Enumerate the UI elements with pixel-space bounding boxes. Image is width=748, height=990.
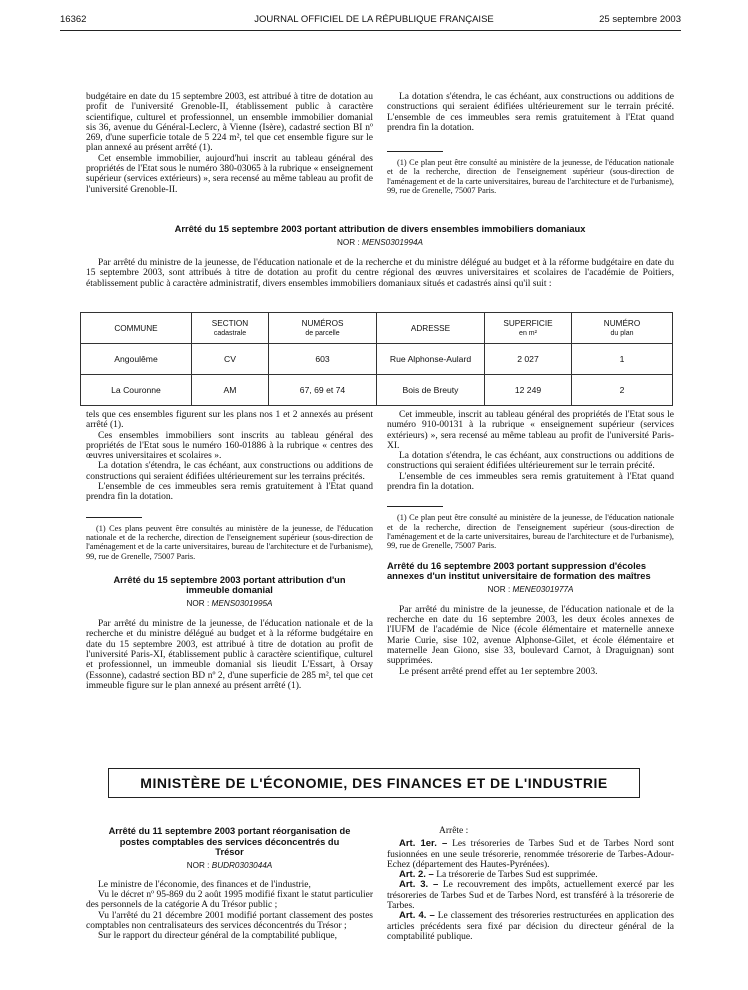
nor-reference: NOR : MENS0301994A — [336, 238, 424, 247]
table-cell: AM — [192, 375, 269, 406]
column-header: SUPERFICIE en m² — [485, 313, 572, 344]
table-row — [81, 375, 673, 406]
column-header: COMMUNE — [81, 313, 192, 344]
table-cell: Bois de Breuty — [377, 375, 485, 406]
footnote: (1) Ces plans peuvent être consultés au ministère de la jeunesse, de l'éducation nationale et de la recherche, direction de l'enseignement supérieur (sous-direction de l'aménagement et de la carte universitaires, bureau de l'architecture et de l'urbanisme), 99, rue de Grenelle, 75007 Paris. — [86, 523, 373, 561]
table-cell: 67, 69 et 74 — [269, 375, 377, 406]
arrete-intro: Par arrêté du ministre de la jeunesse, de l'éducation nationale et de la recherche et du ministre délégué au budget et à la réforme budgétaire en date du 15 septembre 2003, sont attribués à titre de dotation au profit du centre régional des œuvres universitaires et scolaires de l'académie de Poitiers, établissement public à caractère administratif, divers ensembles immobiliers domaniaux situés et cadastrés ainsi qu'il suit : — [86, 258, 674, 289]
nor-reference: NOR : MENS0301995A — [186, 598, 273, 608]
column-header: SECTION cadastrale — [192, 313, 269, 344]
table-cell: CV — [192, 344, 269, 375]
table-cell: La Couronne — [81, 375, 192, 406]
table-cell: 1 — [572, 344, 673, 375]
table-cell: 2 027 — [485, 344, 572, 375]
footnote: (1) Ce plan peut être consulté au ministère de la jeunesse, de l'éducation nationale et de la recherche, direction de l'enseignement supérieur (sous-direction de l'aménagement et de la carte universitaires, bureau de l'architecture et de l'urbanisme), 99, rue de Grenelle, 75007 Paris. — [387, 158, 674, 196]
article: Art. 4. – Le classement des trésoreries restructurées en application des articles précédents sera fixé par décision du directeur général de la comptabilité publique. — [387, 910, 674, 942]
header-date: 25 septembre 2003 — [599, 14, 681, 25]
arrete-title: Arrêté du 16 septembre 2003 portant suppression d'écoles annexes d'un institut universitaire de formation des maîtres — [387, 560, 651, 582]
paragraph: La dotation s'étendra, le cas échéant, aux constructions ou additions de constructions qui seraient édifiées ultérieurement sur le terrain précité. L'ensemble de ces immeubles sera remis gratuitement à l'Etat quand prendra fin la dotation. — [387, 92, 674, 133]
footnote-rule — [387, 506, 443, 507]
paragraph: La dotation s'étendra, le cas échéant, aux constructions ou additions de constructions qui seraient édifiées ultérieurement sur le terrain précité. — [387, 451, 674, 472]
nor-reference: NOR : BUDR0303044A — [186, 860, 273, 870]
table-row — [81, 344, 673, 375]
arrete-title: Arrêté du 15 septembre 2003 portant attribution d'un immeuble domanial — [113, 574, 346, 596]
paragraph: L'ensemble de ces immeubles sera remis gratuitement à l'Etat quand prendra fin la dotation. — [387, 471, 674, 493]
paragraph: La dotation s'étendra, le cas échéant, aux constructions ou additions de constructions qui seraient édifiées ultérieurement sur les terrains précités. — [86, 461, 373, 482]
paragraph: Vu l'arrêté du 21 décembre 2001 modifié portant classement des postes comptables non centralisateurs des services déconcentrés du Trésor ; — [86, 910, 373, 931]
top-right-column — [387, 92, 674, 195]
arrete4-left-column — [86, 826, 373, 942]
header-rule — [60, 30, 681, 31]
paragraph: Ces ensembles immobiliers sont inscrits au tableau général des propriétés de l'Etat sous le numéro 160-01886 à la rubrique « centres des œuvres universitaires et scolaires ». — [86, 430, 373, 462]
column-header: NUMÉROS de parcelle — [269, 313, 377, 344]
paragraph: Le ministre de l'économie, des finances et de l'industrie, — [98, 879, 311, 890]
table-cell: Rue Alphonse-Aulard — [377, 344, 485, 375]
table-header-row — [81, 313, 673, 344]
table-cell: Angoulême — [81, 344, 192, 375]
table-cell: 12 249 — [485, 375, 572, 406]
paragraph: Cet ensemble immobilier, aujourd'hui inscrit au tableau général des propriétés de l'Etat sous le numéro 380-03065 à la rubrique « enseignement supérieur (services extérieurs) », sera recensé au même tableau au profit de l'université Grenoble-II. — [86, 153, 373, 195]
left-column-after-table — [86, 410, 373, 691]
arrete-label: Arrête : — [439, 826, 469, 836]
page-number: 16362 — [60, 14, 87, 25]
column-header: ADRESSE — [377, 313, 485, 344]
ministry-banner: MINISTÈRE DE L'ÉCONOMIE, DES FINANCES ET DE L'INDUSTRIE — [108, 768, 640, 798]
column-header: NUMÉRO du plan — [572, 313, 673, 344]
paragraph: budgétaire en date du 15 septembre 2003, est attribué à titre de dotation au profit de l'université Grenoble-II, établissement public à caractère scientifique, culturel et professionnel, un ensemble immobilier domanial sis 36, avenue du Général-Leclerc, à Vienne (Isère), cadastré section BI nº 269, d'une superficie totale de 5 224 m², tel que cet ensemble figure sur le plan annexé au présent arrêté (1). — [86, 92, 373, 154]
paragraph: Vu le décret nº 95-869 du 2 août 1995 modifié fixant le statut particulier des personnels de la catégorie A du Trésor public ; — [86, 890, 373, 911]
article: Art. 2. – La trésorerie de Tarbes Sud est supprimée. — [399, 869, 598, 881]
journal-title: JOURNAL OFFICIEL DE LA RÉPUBLIQUE FRANÇAISE — [254, 14, 494, 25]
paragraph: Sur le rapport du directeur général de la comptabilité publique, — [98, 931, 337, 942]
footnote-rule — [387, 151, 443, 152]
arrete4-right-column — [387, 826, 674, 942]
paragraph: Cet immeuble, inscrit au tableau général des propriétés de l'Etat sous le numéro 910-00131 à la rubrique « enseignement supérieur (services extérieurs) », sera recensé au même tableau au profit de l'université Paris-XI. — [387, 410, 674, 451]
arrete-title: Arrêté du 11 septembre 2003 portant réorganisation de postes comptables des services déconcentrés du Trésor — [108, 826, 351, 857]
article: Art. 3. – Le recouvrement des impôts, actuellement exercé par les trésoreries de Tarbes Sud et de Tarbes Nord, est transféré à la trésorerie de Tarbes. — [387, 879, 674, 912]
right-column-after-table — [387, 410, 674, 677]
footnote-rule — [86, 517, 142, 518]
article: Art. 1er. – Les trésoreries de Tarbes Sud et de Tarbes Nord sont fusionnées en une seule trésorerie, renommée trésorerie de Tarbes-Adour-Echez (département des Hautes-Pyrénées). — [387, 838, 674, 870]
paragraph: Par arrêté du ministre de la jeunesse, de l'éducation nationale et de la recherche en date du 16 septembre 2003, les deux écoles annexes de l'IUFM de l'académie de Nice (école élémentaire et maternelle annexe Marie Curie, sise 102, avenue Alphonse-Gilet, et école élémentaire et maternelle Jean Giono, sise 33, boulevard Carnot, à Draguignan) sont supprimées. — [387, 604, 674, 667]
top-left-column — [86, 92, 373, 195]
parcel-table — [80, 312, 673, 406]
table-cell: 603 — [269, 344, 377, 375]
paragraph: Le présent arrêté prend effet au 1er septembre 2003. — [399, 666, 598, 677]
paragraph: tels que ces ensembles figurent sur les plans nos 1 et 2 annexés au présent arrêté (1). — [86, 410, 373, 431]
arrete-title: Arrêté du 15 septembre 2003 portant attribution de divers ensembles immobiliers domaniaux — [174, 224, 586, 234]
paragraph: L'ensemble de ces immeubles sera remis gratuitement à l'Etat quand prendra fin la dotation. — [86, 482, 373, 503]
paragraph: Par arrêté du ministre de la jeunesse, de l'éducation nationale et de la recherche et du ministre délégué au budget et à la réforme budgétaire en date du 15 septembre 2003, est attribué à titre de dotation au profit de l'université Paris-XI, établissement public à caractère scientifique, culturel et professionnel, un immeuble domanial sis lieudit L'Essart, à Orsay (Essonne), cadastré section BD nº 2, d'une superficie de 285 m², tel que cet immeuble figure sur le plan annexé au présent arrêté (1). — [86, 619, 373, 691]
footnote: (1) Ce plan peut être consulté au ministère de la jeunesse, de l'éducation nationale et de la recherche, direction de l'enseignement supérieur (sous-direction de l'aménagement et de la carte universitaires, bureau de l'architecture et de l'urbanisme), 99, rue de Grenelle, 75007 Paris. — [387, 513, 674, 551]
nor-reference: NOR : MENE0301977A — [487, 584, 574, 594]
table-cell: 2 — [572, 375, 673, 406]
